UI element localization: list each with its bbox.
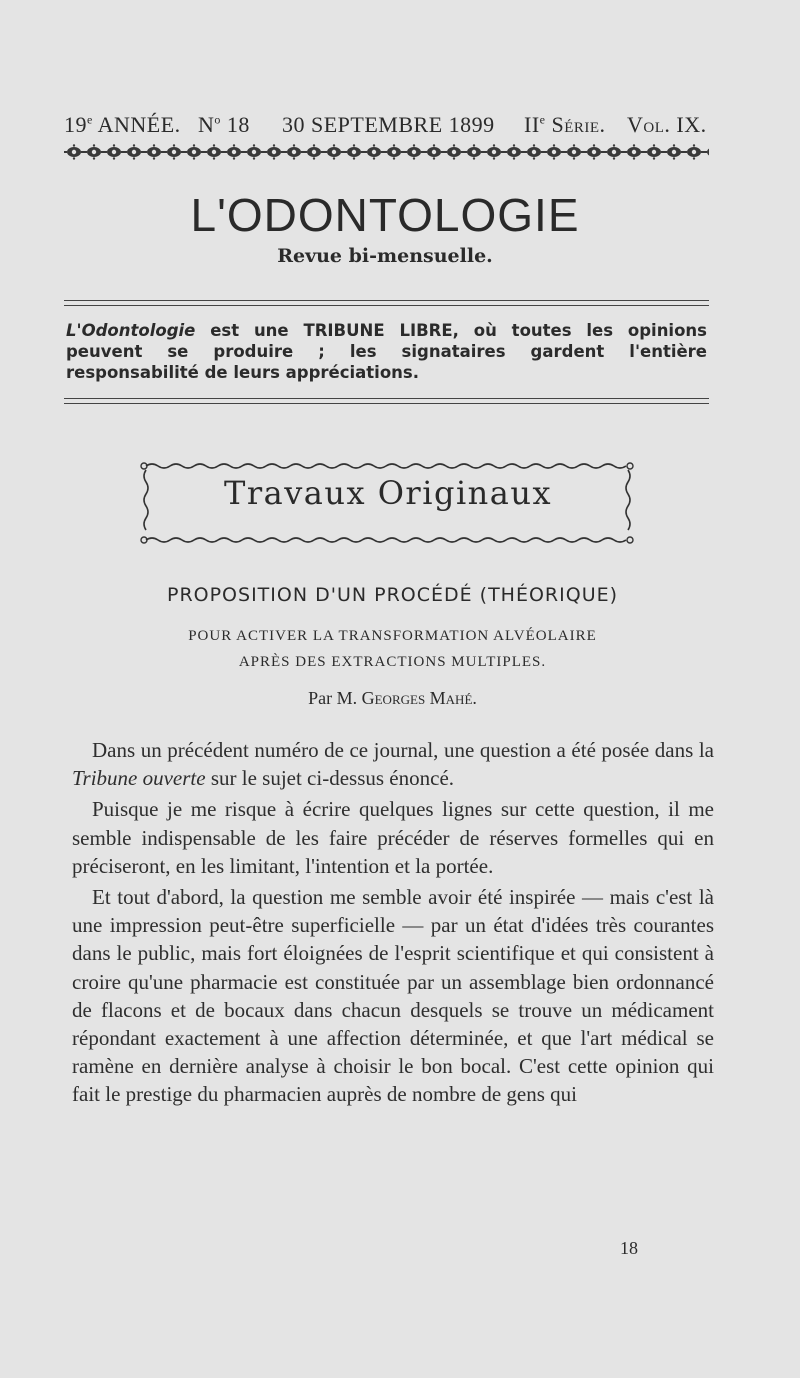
page-number: 18	[620, 1238, 638, 1258]
journal-subtitle: Revue bi-mensuelle.	[277, 245, 493, 267]
header-numero: $N^o$ 18	[198, 112, 250, 137]
rule-top-1	[64, 300, 709, 301]
paragraph-1-text-a: Dans un précédent numéro de ce journal, une question a été posée dans la	[92, 738, 714, 762]
header-annee: 19e ANNÉE.	[64, 112, 181, 137]
paragraph-2: Puisque je me risque à écrire quelques lignes sur cette question, il me semble indispensable de les faire précéder de réserves formelles qui en préciseront, en les limitant, l'intention et la portée.	[72, 797, 714, 878]
section-title: Travaux Originaux	[223, 474, 553, 512]
tribune-text: est une TRIBUNE LIBRE, où toutes les opinions peuvent se produire ; les signataires gardent l'entière responsabilité de leurs appréciations.	[66, 321, 707, 382]
tribune-journal-name: L'Odontologie	[66, 321, 196, 340]
byline	[0, 688, 785, 709]
article-body	[72, 736, 714, 1112]
article-subtitle-line1: POUR ACTIVER LA TRANSFORMATION ALVÉOLAIRE	[188, 628, 597, 644]
header-serie: IIe Série.	[524, 112, 606, 137]
paragraph-3: Et tout d'abord, la question me semble avoir été inspirée — mais c'est là une impression peut-être superficielle — par un état d'idées très courantes dans le public, mais fort éloignées de l'esprit scientifique et qui consistent à croire qu'une pharmacie est constituée par un assemblage bien ordonnancé de flacons et de bocaux dans chacun desquels se trouve un médicament répondant exactement à une affection déterminée, et que l'art médical se ramène en dernière analyse à choisir le bon bocal. C'est cette opinion qui fait le prestige du pharmacien auprès de nombre de gens qui	[72, 885, 714, 1107]
rule-bottom-1	[64, 398, 709, 399]
article-subtitle-line2: APRÈS DES EXTRACTIONS MULTIPLES.	[238, 654, 547, 670]
article-title: PROPOSITION D'UN PROCÉDÉ (THÉORIQUE)	[166, 584, 619, 606]
header-date: 30 SEPTEMBRE 1899	[282, 112, 495, 137]
tribune-note	[66, 320, 707, 383]
paragraph-1-text-b: sur le sujet ci-dessus énoncé.	[210, 766, 455, 791]
paragraph-1-emphasis: Tribune ouverte	[72, 766, 206, 791]
byline-prefix: Par M.	[308, 688, 358, 708]
rule-bottom-2	[64, 403, 709, 404]
journal-title: L'ODONTOLOGIE	[190, 189, 580, 241]
paragraph-1	[72, 736, 714, 792]
rule-top-2	[64, 305, 709, 306]
header-volume: Vol. IX.	[627, 112, 707, 137]
ornament-band	[64, 144, 709, 160]
byline-author: Georges Mahé.	[361, 688, 477, 708]
